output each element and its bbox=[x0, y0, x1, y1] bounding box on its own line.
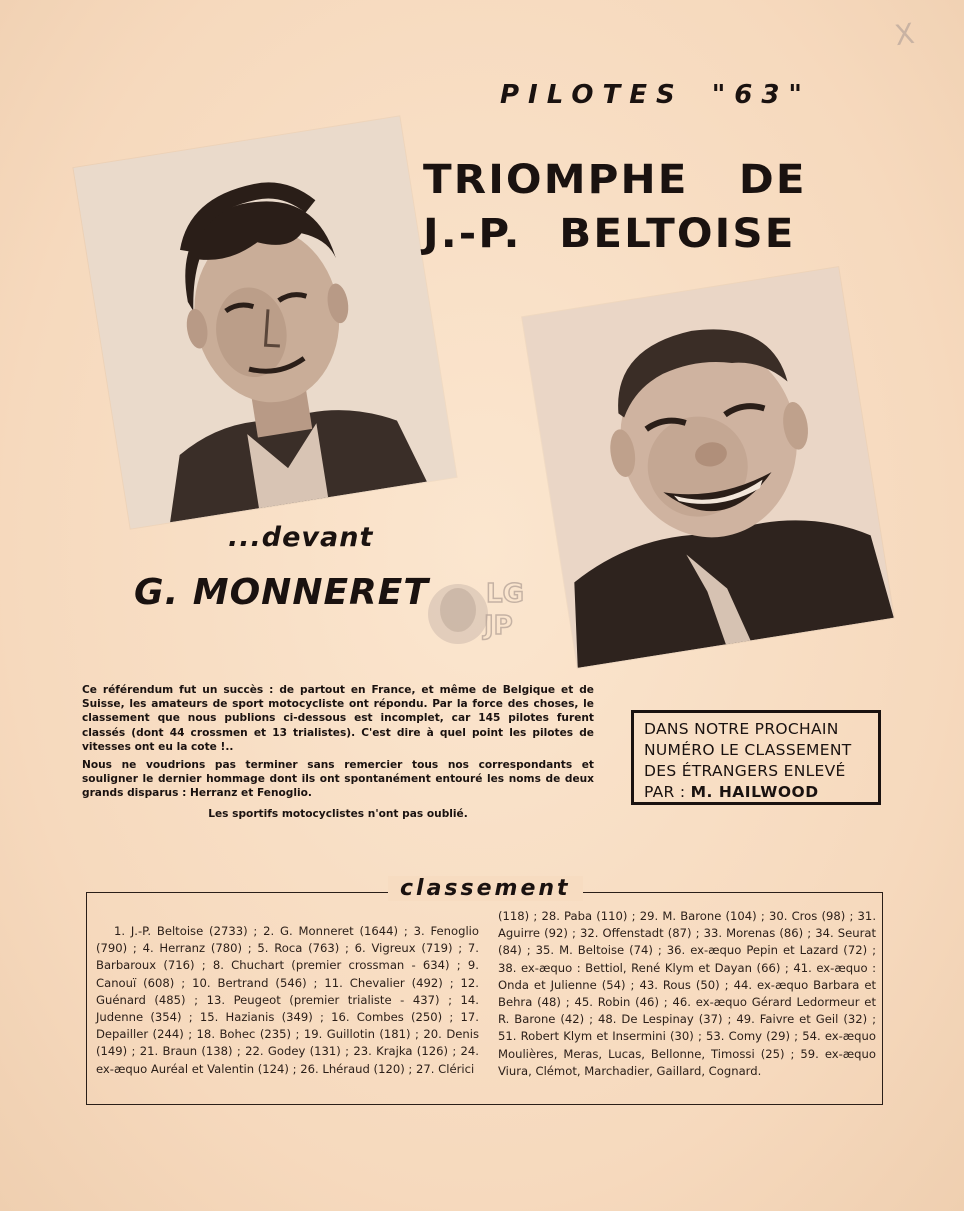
runner-up-name: G. MONNERET bbox=[134, 572, 429, 613]
next-issue-announcement-box bbox=[631, 710, 881, 805]
headline bbox=[423, 153, 864, 261]
classement-title: classement bbox=[388, 876, 583, 901]
classement-column-left: 1. J.-P. Beltoise (2733) ; 2. G. Monneret (1644) ; 3. Fenoglio (790) ; 4. Herranz (780) ; 5. Roca (763) ; 6. Vigreux (719) ; 7. Barbaroux (716) ; 8. Chuchart (premier crossman - 634) ; 9. Canouï (608) ; 10. Bertrand (546) ; 11. Chevalier (492) ; 12. Guénard (485) ; 13. Peugeot (premier trialiste - 437) ; 14. Judenne (354) ; 15. Hazianis (349) ; 16. Combes (250) ; 17. Depailler (244) ; 18. Bohec (235) ; 19. Guillotin (181) ; 20. Denis (149) ; 21. Braun (138) ; 22. Godey (131) ; 23. Krajka (126) ; 24. ex-æquo Auréal et Valentin (124) ; 26. Lhéraud (120) ; 27. Clérici bbox=[96, 924, 479, 1076]
kicker-word: PILOTES bbox=[500, 80, 684, 110]
kicker-year: "63" bbox=[711, 80, 811, 110]
watermark-text-2: JP bbox=[484, 611, 513, 641]
intro-text bbox=[82, 683, 594, 825]
intro-paragraph-2: Nous ne voudrions pas terminer sans remercier tous nos correspondants et souligner le dernier hommage dont ils ont spontanément entouré les noms de deux grands disparus : Herranz et Fenoglio. bbox=[82, 759, 594, 800]
intro-paragraph-1: Ce référendum fut un succès : de partout en France, et même de Belgique et de Suisse, les amateurs de sport motocycliste ont répondu. Par la force des choses, le classement que nous publions ci-dessous est incomplet, car 145 pilotes furent classés (dont 44 crossmen et 13 trialistes). C'est dire à quel point les pilotes de vitesses ont eu la cote !.. bbox=[82, 684, 594, 753]
devant-subheading: ...devant bbox=[228, 522, 374, 553]
box-line-4-prefix: PAR : bbox=[644, 783, 686, 801]
box-line-3: DES ÉTRANGERS ENLEVÉ bbox=[644, 762, 846, 780]
box-line-4-name: M. HAILWOOD bbox=[690, 783, 819, 801]
intro-paragraph-3: Les sportifs motocyclistes n'ont pas oublié. bbox=[208, 807, 468, 820]
box-line-2: NUMÉRO LE CLASSEMENT bbox=[644, 741, 852, 759]
pencil-mark: X bbox=[892, 16, 917, 53]
monneret-portrait-photo bbox=[522, 267, 894, 668]
headline-line-1: TRIOMPHE DE bbox=[423, 157, 807, 203]
watermark-text-1: LG bbox=[486, 579, 524, 609]
classement-column-right: (118) ; 28. Paba (110) ; 29. M. Barone (104) ; 30. Cros (98) ; 31. Aguirre (92) ; 32. Offenstadt (87) ; 33. Morenas (86) ; 34. Seurat (84) ; 35. M. Beltoise (74) ; 36. ex-æquo Pepin et Lazard (72) ; 38. ex-æquo : Bettiol, René Klym et Dayan (66) ; 41. ex-æquo : Onda et Julienne (54) ; 43. Rous (50) ; 44. ex-æquo Barbara et Behra (48) ; 45. Robin (46) ; 46. ex-æquo Gérard Ledormeur et R. Barone (42) ; 48. De Lespinay (37) ; 49. Faivre et Geil (32) ; 51. Robert Klym et Insermini (30) ; 53. Comy (29) ; 54. ex-æquo Moulières, Meras, Lucas, Bellonne, Timossi (25) ; 59. ex-æquo Viura, Clémot, Marchadier, Gaillard, Cognard. bbox=[498, 909, 876, 1078]
box-line-4 bbox=[644, 782, 872, 803]
box-line-1: DANS NOTRE PROCHAIN bbox=[644, 720, 839, 738]
beltoise-portrait-photo bbox=[73, 116, 456, 528]
section-kicker bbox=[500, 80, 900, 110]
lgjp-watermark-logo bbox=[420, 562, 540, 652]
headline-line-2: J.-P. BELTOISE bbox=[423, 211, 796, 257]
